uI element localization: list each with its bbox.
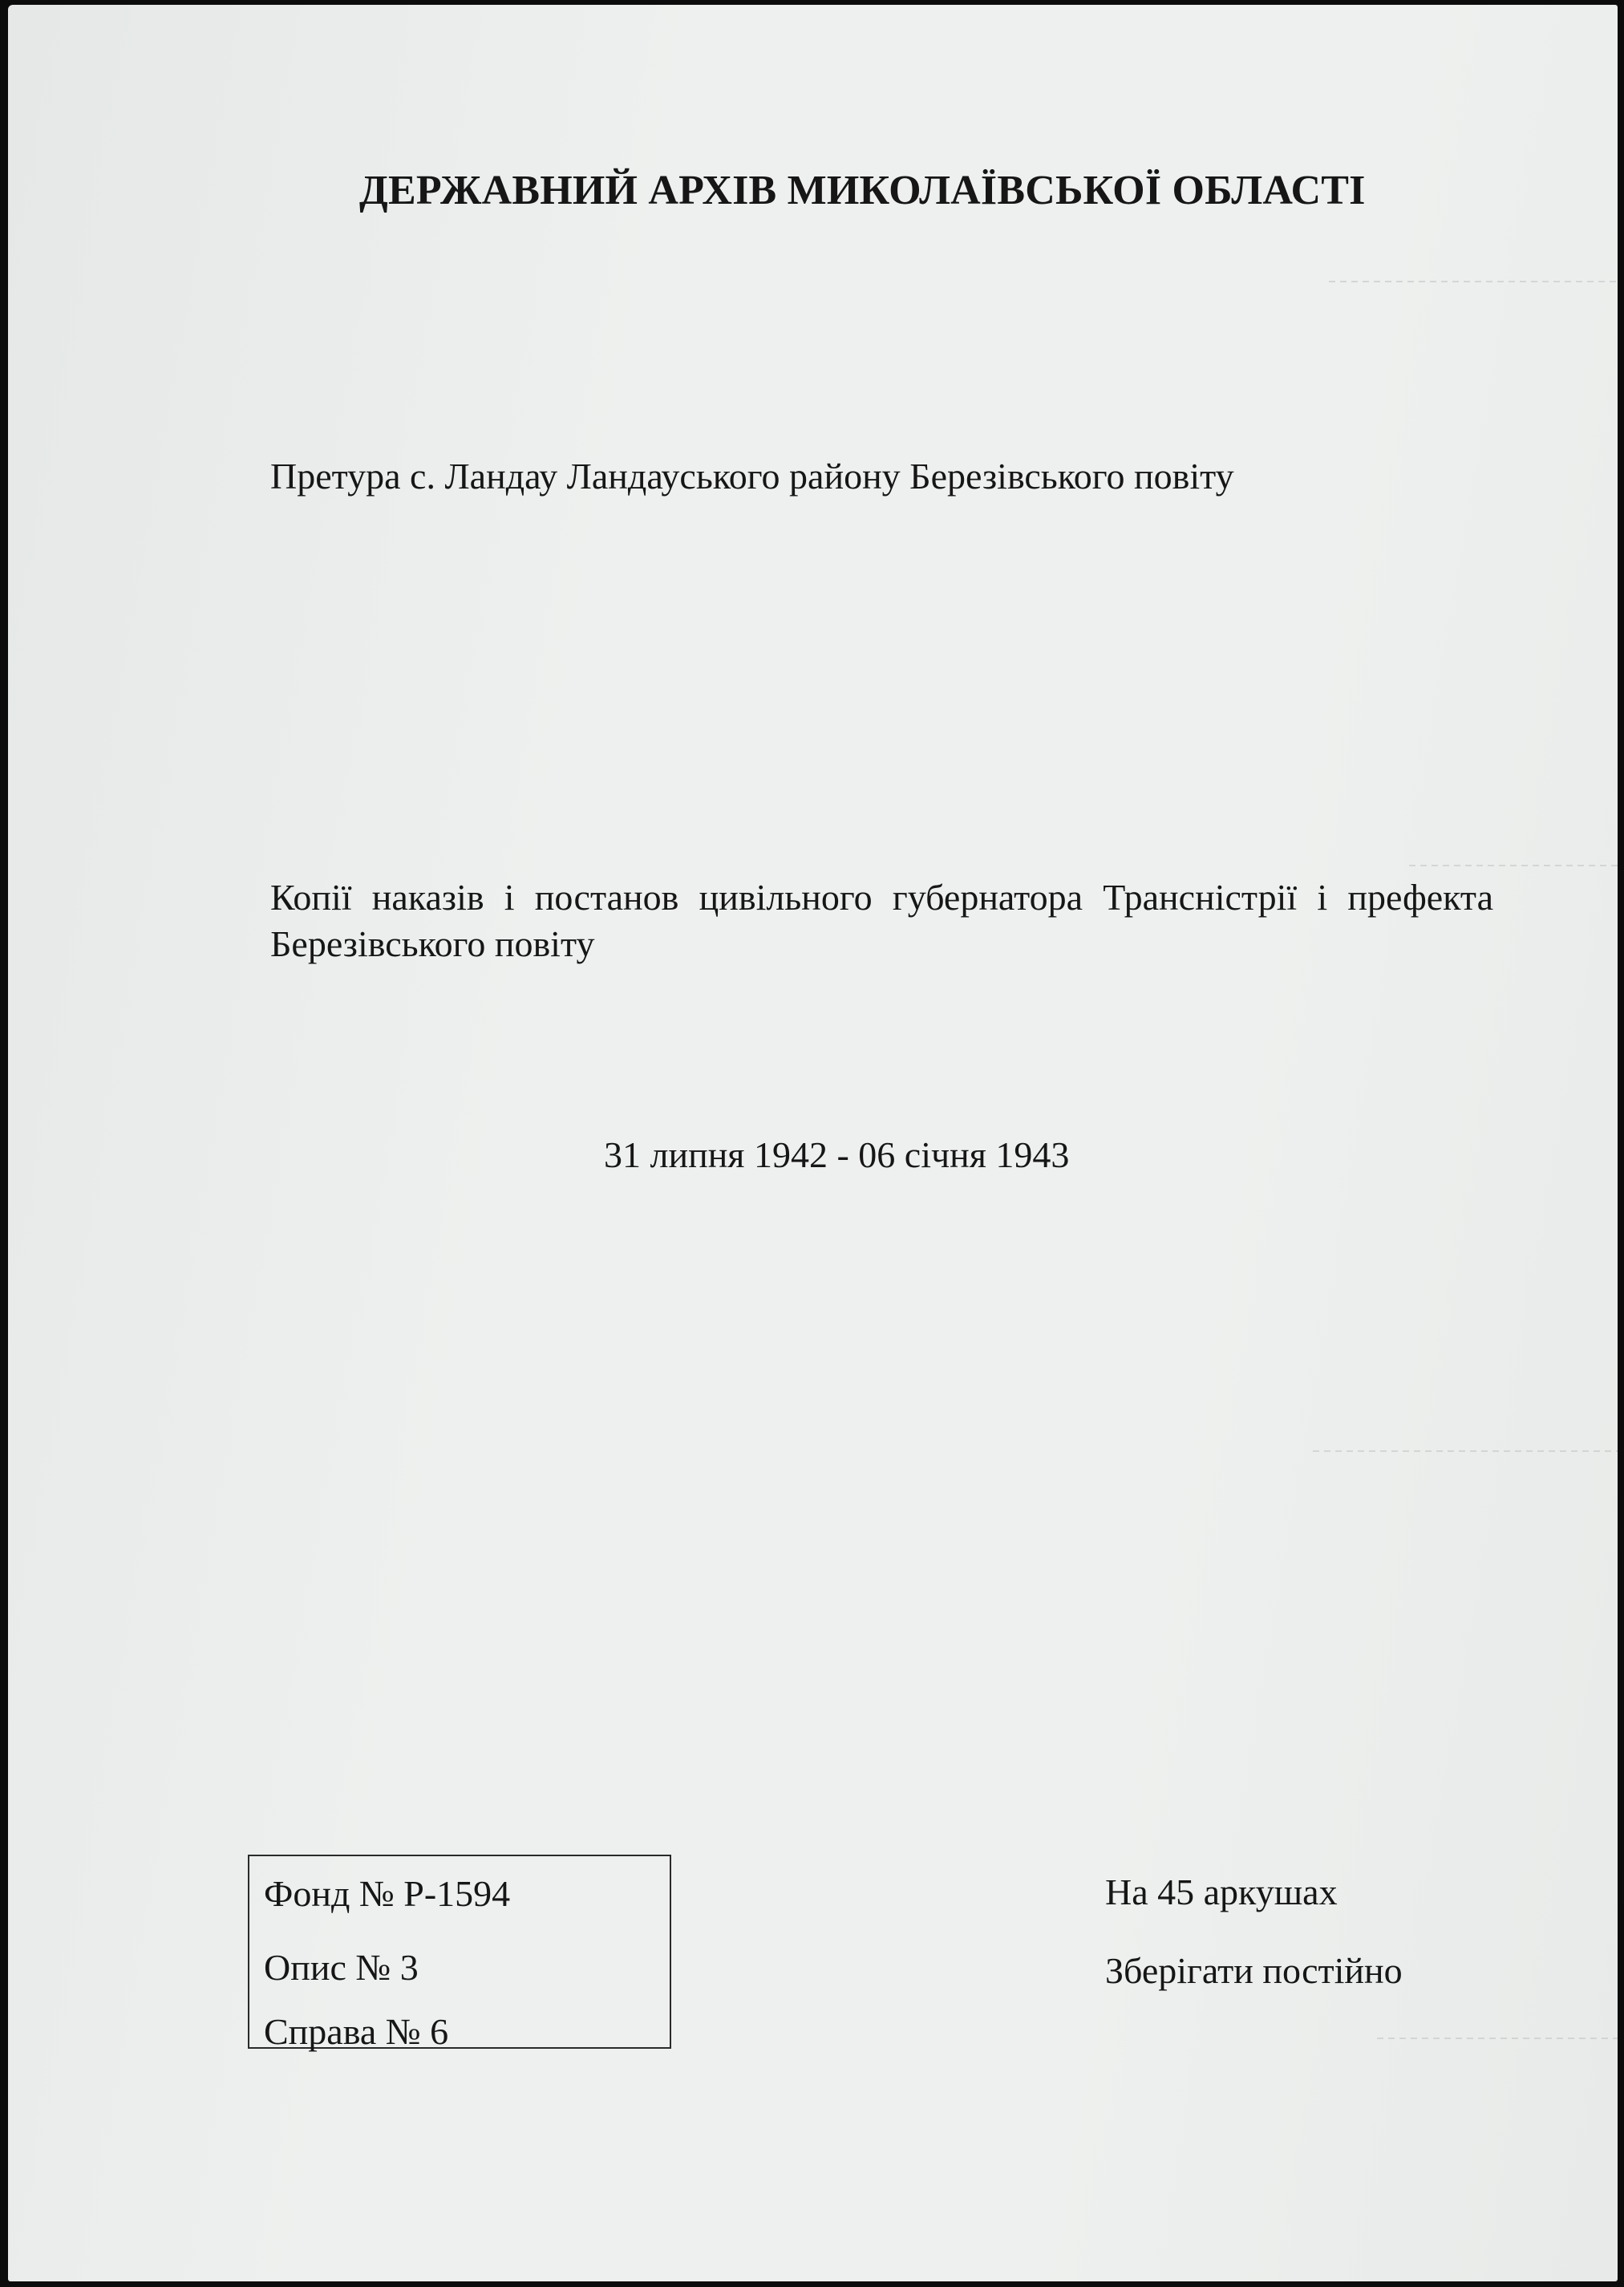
fold-line bbox=[1409, 865, 1618, 866]
fond-number: Фонд № Р-1594 bbox=[264, 1873, 511, 1914]
sheets-count: На 45 аркушах bbox=[1105, 1871, 1338, 1912]
case-title: Копії наказів і постанов цивільного губернатора Трансністрії і префекта Березівського повіту bbox=[270, 877, 1493, 964]
fold-line bbox=[1313, 1450, 1618, 1452]
document-page bbox=[8, 5, 1618, 2281]
date-range: 31 липня 1942 - 06 січня 1943 bbox=[604, 1134, 1070, 1175]
archive-title: ДЕРЖАВНИЙ АРХІВ МИКОЛАЇВСЬКОЇ ОБЛАСТІ bbox=[359, 168, 1366, 213]
fold-line bbox=[1329, 281, 1618, 282]
opys-number: Опис № 3 bbox=[264, 1947, 419, 1988]
archival-reference-box bbox=[248, 1855, 671, 2052]
sprava-number: Справа № 6 bbox=[264, 2011, 449, 2052]
fund-creator: Претура с. Ландау Ландауського району Березівського повіту bbox=[270, 456, 1234, 497]
fold-line bbox=[1377, 2038, 1618, 2039]
storage-note: Зберігати постійно bbox=[1105, 1950, 1403, 1991]
